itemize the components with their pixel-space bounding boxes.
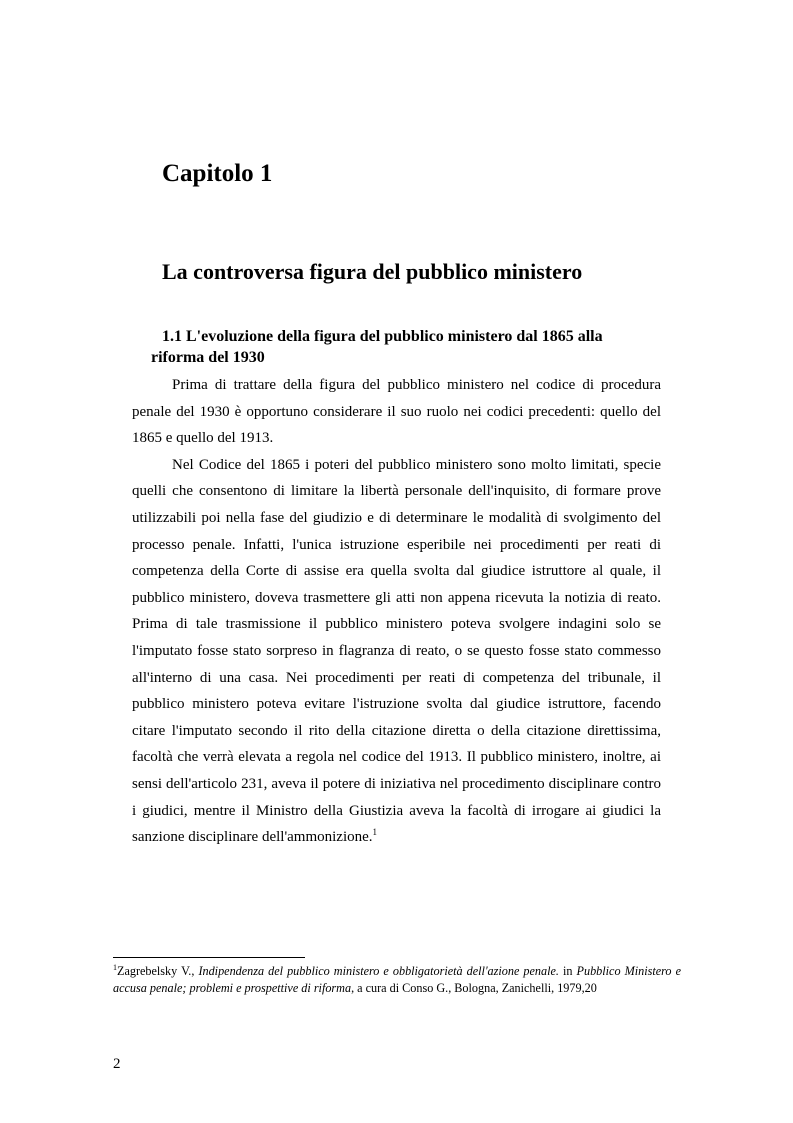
footnote-marker: 1 [113, 963, 117, 972]
chapter-label: Capitolo 1 [162, 160, 273, 187]
footnote [113, 963, 681, 997]
footnote-author: Zagrebelsky V., [117, 964, 199, 978]
section-heading-line-2: riforma del 1930 [151, 349, 265, 366]
section-heading [151, 326, 671, 368]
paragraph-2 [132, 452, 661, 851]
body-text [132, 372, 661, 851]
paragraph-2-text: Nel Codice del 1865 i poteri del pubblico ministero sono molto limitati, specie quelli che consentono di limitare la libertà personale dell'inquisito, di formare prove utilizzabili poi nella fase del giudizio e di determinare le modalità di svolgimento del processo penale. Infatti, l'unica istruzione esperibile nei procedimenti per reati di competenza della Corte di assise era quella svolta dal giudice istruttore al quale, il pubblico ministero, doveva trasmettere gli atti non appena ricevuta la notizia di reato. Prima di tale trasmissione il pubblico ministero poteva svolgere indagini solo se l'imputato fosse stato sorpreso in flagranza di reato, o se questo fosse stato commesso all'interno di una casa. Nei procedimenti per reati di competenza del tribunale, il pubblico ministero poteva evitare l'istruzione svolta dal giudice istruttore, facendo citare l'imputato secondo il rito della citazione diretta o della citazione direttissima, facoltà che verrà elevata a regola nel codice del 1913. Il pubblico ministero, inoltre, ai sensi dell'articolo 231, aveva il potere di iniziativa nel procedimento disciplinare contro i giudici, mentre il Ministro della Giustizia aveva la facoltà di irrogare ai giudici la sanzione disciplinare dell'ammonizione. [132, 456, 661, 846]
chapter-title: La controversa figura del pubblico ministero [162, 259, 583, 284]
section-heading-line-1: 1.1 L'evoluzione della figura del pubblico ministero dal 1865 alla [162, 328, 603, 345]
footnote-rest: , a cura di Conso G., Bologna, Zanichelli, 1979,20 [351, 981, 597, 995]
footnote-reference[interactable]: 1 [372, 827, 378, 838]
paragraph-1: Prima di trattare della figura del pubblico ministero nel codice di procedura penale del 1930 è opportuno considerare il suo ruolo nei codici precedenti: quello del 1865 e quello del 1913. [132, 377, 661, 447]
page-number: 2 [113, 1056, 121, 1072]
footnote-in: in [558, 964, 577, 978]
footnote-source: Pubblico Ministero e accusa penale; problemi e prospettive di riforma [113, 964, 681, 995]
footnote-divider [113, 957, 305, 958]
footnote-title: Indipendenza del pubblico ministero e obbligatorietà dell'azione penale. [198, 964, 559, 978]
